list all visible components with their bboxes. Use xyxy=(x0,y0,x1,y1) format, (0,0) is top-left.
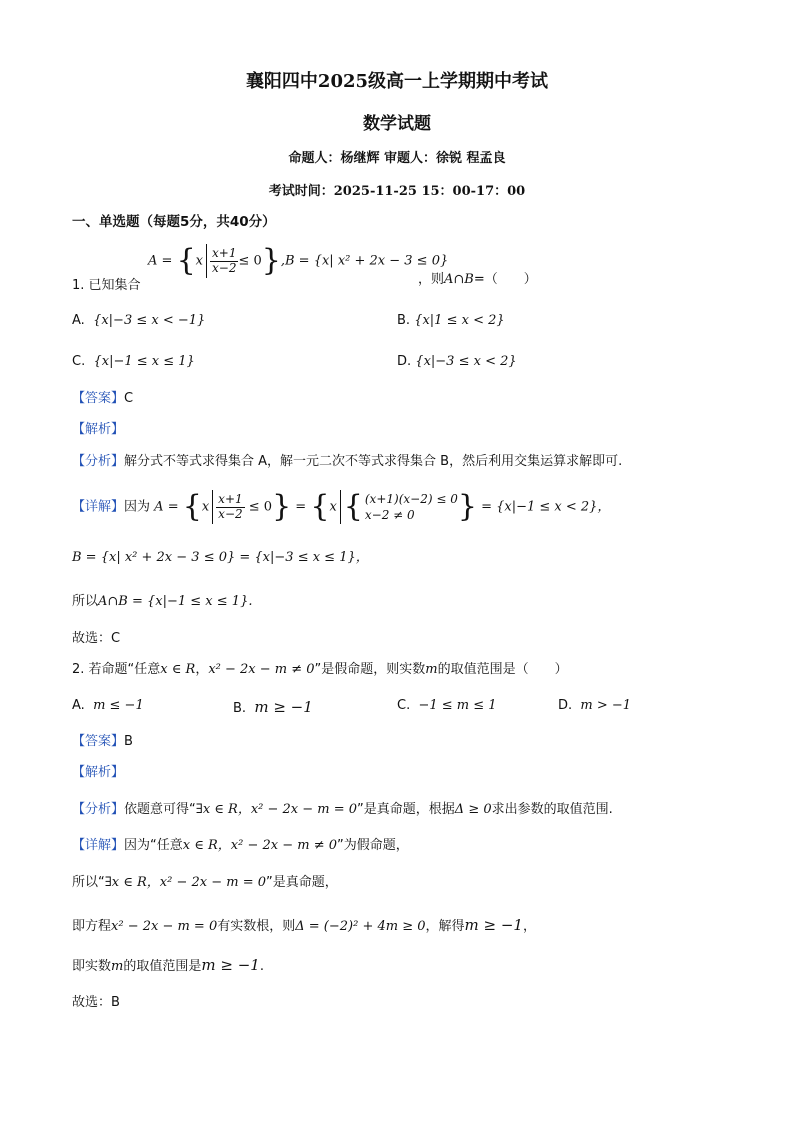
option-text: −1 ≤ m ≤ 1 xyxy=(418,698,497,713)
line3-4: ， xyxy=(522,919,536,934)
q2-xiangjie xyxy=(72,838,409,854)
q2-option-d xyxy=(558,698,631,714)
fenxi-tag: 【分析】 xyxy=(72,802,125,817)
q1-stem xyxy=(72,278,141,294)
fenxi-text: 解分式不等式求得集合 A，解一元二次不等式求得集合 B，然后利用交集运算求解即可. xyxy=(124,454,623,469)
line3-3: ，解得 xyxy=(425,919,465,934)
line4-var: m xyxy=(111,959,124,974)
exam-authors: 命题人：杨继辉 审题人：徐锐 程孟良 xyxy=(288,151,506,166)
q1-fenxi xyxy=(72,454,622,470)
xj-1: 因为“任意 xyxy=(124,838,183,853)
option-text: m ≥ −1 xyxy=(254,698,313,716)
q1-fraction xyxy=(210,247,238,274)
option-text: {x|−3 ≤ x < −1} xyxy=(93,313,206,328)
option-text: {x|−3 ≤ x < 2} xyxy=(415,354,517,369)
analysis-tag: 【解析】 xyxy=(72,422,125,437)
line4-1: 即实数 xyxy=(72,959,112,974)
q1-set-b: ,B = {x| x² + 2x − 3 ≤ 0} xyxy=(280,253,449,269)
option-text: {x|−1 ≤ x ≤ 1} xyxy=(93,354,195,369)
q1-frac-den: x−2 xyxy=(212,260,237,275)
q1-xiangjie-result: = {x|−1 ≤ x < 2}， xyxy=(481,499,611,515)
fenxi-2: ”是真命题，根据 xyxy=(357,802,455,817)
q1-option-c xyxy=(72,354,195,370)
option-label: C. xyxy=(72,354,86,369)
q1-line-so-expr: A∩B = {x|−1 ≤ x ≤ 1}. xyxy=(98,594,253,609)
q2-line3 xyxy=(72,916,536,935)
fenxi-1: 依题意可得“ xyxy=(124,802,196,817)
q1-option-a xyxy=(72,313,205,329)
answer-tag: 【答案】 xyxy=(72,734,125,749)
xiangjie-tag: 【详解】 xyxy=(72,499,125,515)
q2-answer xyxy=(72,734,133,750)
option-label: A. xyxy=(72,313,85,328)
q1-stem-suffix: ，则 xyxy=(418,272,445,287)
q2-stem-expr2: x² − 2x − m ≠ 0 xyxy=(208,662,315,677)
line3-expr3: m ≥ −1 xyxy=(464,916,523,934)
q2-stem xyxy=(72,662,568,678)
q2-fenxi xyxy=(72,802,613,818)
q1-set-a-name: A xyxy=(148,253,158,269)
q1-sys-line1: (x+1)(x−2) ≤ 0 xyxy=(364,491,458,506)
q1-set-a-cond: ≤ 0 xyxy=(238,253,262,269)
fenxi-expr: ∃x ∈ R，x² − 2x − m = 0 xyxy=(195,802,358,817)
option-text: m > −1 xyxy=(580,698,632,713)
line3-expr1: x² − 2x − m = 0 xyxy=(111,919,218,934)
section-heading: 一、单选题（每题5分，共40分） xyxy=(72,214,276,230)
q1-system xyxy=(363,491,458,523)
q1-xiangjie: 【详解】因为 A = {x $\frac{x+1}{x-2}$ ≤ 0} = {x { (x+1)(x−2) ≤ 0 x−2 ≠ 0 } = {x|−1 ≤ x < 2}， xyxy=(72,489,611,524)
q2-stem-1: 若命题“任意 xyxy=(88,662,161,677)
q1-line-b xyxy=(72,550,369,566)
option-label: D. xyxy=(397,354,412,369)
answer-tag: 【答案】 xyxy=(72,391,125,406)
q2-stem-3: ”是假命题，则实数 xyxy=(314,662,426,677)
q1-question-expr: A∩B xyxy=(444,272,474,287)
q2-stem-2: ， xyxy=(195,662,209,677)
line2-2: ”是真命题， xyxy=(266,875,338,890)
q1-set-definition: A = {x $\frac{x+1}{x-2}$ ≤ 0},B = {x| x² + 2x − 3 ≤ 0} xyxy=(148,243,449,278)
option-label: D. xyxy=(558,698,573,713)
line4-2: 的取值范围是 xyxy=(123,959,202,974)
q2-line4 xyxy=(72,956,264,975)
xj-2: ”为假命题， xyxy=(337,838,409,853)
option-text: {x|1 ≤ x < 2} xyxy=(414,313,505,328)
q1-line-b-text: B = {x| x² + 2x − 3 ≤ 0} = {x|−3 ≤ x ≤ 1}， xyxy=(72,550,369,565)
q2-stem-expr1: x ∈ R xyxy=(160,662,196,677)
q1-stem-prefix: 已知集合 xyxy=(88,278,141,293)
line3-1: 即方程 xyxy=(72,919,112,934)
answer-value: C xyxy=(124,391,134,406)
fenxi-tag: 【分析】 xyxy=(72,454,125,469)
xiangjie-tag: 【详解】 xyxy=(72,838,125,853)
q1-answer xyxy=(72,391,133,407)
q2-option-c xyxy=(397,698,497,714)
line2-1: 所以“ xyxy=(72,875,105,890)
fenxi-expr2: Δ ≥ 0 xyxy=(454,802,492,817)
option-label: B. xyxy=(397,313,411,328)
q1-analysis-tag xyxy=(72,422,124,438)
q2-analysis-tag xyxy=(72,765,124,781)
line2-expr: ∃x ∈ R，x² − 2x − m = 0 xyxy=(104,875,267,890)
q1-number: 1. xyxy=(72,278,85,293)
option-label: B. xyxy=(233,701,247,716)
exam-subject: 数学试题 xyxy=(363,114,431,134)
q2-line2 xyxy=(72,875,338,891)
q1-line-so xyxy=(72,594,252,610)
q1-frac-den: x−2 xyxy=(218,506,243,521)
option-text: m ≤ −1 xyxy=(93,698,144,713)
q2-number: 2. xyxy=(72,662,85,677)
q1-option-b xyxy=(397,313,505,329)
line3-expr2: Δ = (−2)² + 4m ≥ 0 xyxy=(295,919,426,934)
exam-time: 考试时间：2025-11-25 15：00-17：00 xyxy=(268,184,526,199)
q1-stem-end xyxy=(418,272,537,288)
q1-frac-num: x+1 xyxy=(218,492,243,507)
analysis-tag: 【解析】 xyxy=(72,765,125,780)
q1-conclusion: 故选：C xyxy=(72,631,121,646)
xj-expr1: x ∈ R，x² − 2x − m ≠ 0 xyxy=(182,838,337,853)
exam-title: 襄阳四中2025级高一上学期期中考试 xyxy=(245,71,549,92)
line3-2: 有实数根，则 xyxy=(217,919,296,934)
line4-3: . xyxy=(259,959,264,974)
q1-sys-line2: x−2 ≠ 0 xyxy=(364,508,415,522)
answer-value: B xyxy=(124,734,133,749)
option-label: A. xyxy=(72,698,85,713)
q1-question-tail: =（ ） xyxy=(473,272,537,287)
q1-option-d xyxy=(397,354,517,370)
q2-stem-var: m xyxy=(425,662,438,677)
q1-line-so-prefix: 所以 xyxy=(72,594,99,609)
q2-conclusion: 故选：B xyxy=(72,995,120,1010)
q2-stem-4: 的取值范围是（ ） xyxy=(437,662,568,677)
line4-expr: m ≥ −1 xyxy=(201,956,260,974)
q2-option-a xyxy=(72,698,144,714)
q1-frac-num: x+1 xyxy=(212,246,237,261)
xiangjie-prefix: 因为 xyxy=(124,499,151,515)
q2-option-b xyxy=(233,698,313,717)
option-label: C. xyxy=(397,698,411,713)
fenxi-3: 求出参数的取值范围. xyxy=(491,802,613,817)
